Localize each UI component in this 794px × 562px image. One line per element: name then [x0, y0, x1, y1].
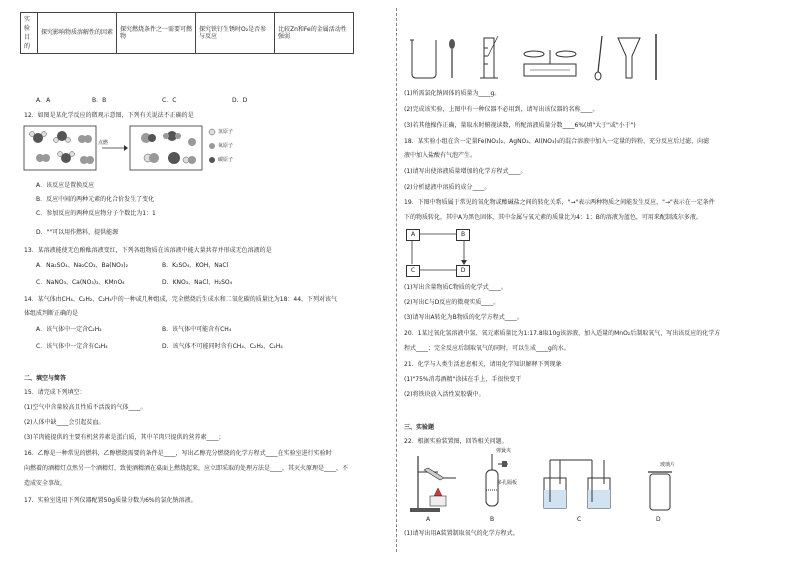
q12-option-c: C．参加反应的两种反应物分子个数比为1：1 [36, 210, 156, 217]
section-3-title: 三、实验题 [404, 424, 435, 431]
q21-part-1: (1)"75%消毒酒精"涂抹在手上，手很快变干 [404, 376, 522, 383]
q21-part-2: (2)将铁块放入活性炭胶囊中。 [404, 391, 485, 398]
carbon-atom-icon [209, 157, 215, 163]
product-molecules [141, 131, 196, 164]
dropper-icon [449, 39, 455, 78]
q21-stem: 21．化学与人类生活息息相关，请用化学知识解释下列现象 [404, 361, 562, 368]
balance-scale-icon [524, 50, 576, 76]
q19-line-2: 下的物质转化，其中A为黑色固体，其中金属与氧元素的质量比为4：1；B的溶液为蓝色，可用来配制波尔多液。 [404, 214, 702, 221]
porous-plate-label: 多孔隔板 [497, 480, 518, 486]
node-b: B [456, 229, 470, 241]
q17-part-2: (2)完成该实验，上图中有一种仪器不必用到，请写出该仪器的名称____。 [404, 106, 599, 113]
table-cell: 比较Zn和Fe的金属活动性强弱 [275, 13, 354, 54]
q11-option-c: C．C [162, 97, 177, 104]
q13-option-a: A．Na₂SO₄、Na₂CO₃、Ba(NO₃)₂ [36, 262, 128, 269]
q13-stem: 13．某溶液能使无色酚酞溶液变红，下列各组物质在该溶液中能大量共存并形成无色溶液的是 [24, 247, 272, 254]
q14-option-b: B．该气体中可能含有CH₄ [162, 326, 232, 333]
graduated-cylinder-icon [480, 36, 498, 78]
q19-part-2: (2)写出C与D反应的微观实质____。 [404, 299, 500, 306]
q15-part-1: (1)空气中含量较高且性质不活泼的气体____。 [24, 404, 147, 411]
molecule-group [30, 131, 95, 164]
q16-line-1: 16．乙醇是一种常见的燃料，乙醇燃烧需要的条件是____，写出乙醇充分燃烧的化学方程式____在实验室进行实验时 [24, 450, 332, 457]
q14-stem: 14．某气体由CH₄、C₂H₂、C₂H₄中的一种或几种组成，完全燃烧后生成水和二氧化碳的质量比为18：44，下列对该气 [24, 296, 338, 303]
node-c: C [406, 265, 420, 277]
q16-line-2: 向燃着的酒精灯点然另一个酒精灯，致使酒精洒在桌面上燃烧起来，应立即采取的处理方法是____，其灭火原理是____，不 [24, 465, 349, 472]
q19-part-3: (3)请写出A转化为B物质的化学方程式____。 [404, 314, 523, 321]
q15-part-3: (3)羊肉能提供的主要有机营养素是蛋白质，其中羊肉只提供的营养素____； [24, 434, 225, 441]
apparatus-label-b: B [490, 516, 495, 523]
q12-option-b: B．反应中间的两种元素的化合价发生了变化 [36, 196, 155, 203]
q13-option-b: B．K₂SO₄、KOH、NaCl [162, 262, 229, 269]
q11-option-a: A．A [36, 97, 51, 104]
apparatus-a [410, 456, 456, 512]
section-2-title: 二、填空与简答 [24, 375, 67, 382]
q18-part-2: (2)分析滤液中溶质的成分____。 [404, 184, 491, 191]
q12-option-a: A．该反应是置换反应 [36, 182, 95, 189]
q11-option-d: D．D [232, 97, 248, 104]
apparatus-c [544, 460, 610, 508]
q17-part-1: (1)所需氯化钠固体的质量为____g。 [404, 90, 501, 97]
apparatus-label-c: C [577, 516, 582, 523]
reaction-condition: 点燃 [98, 140, 109, 146]
node-d: D [456, 265, 470, 277]
q17-stem: 17．实验室选用下列仪器配置50g质量分数为6%的氯化钠溶液。 [24, 497, 197, 504]
apparatus-diagram [404, 450, 684, 522]
q18-line-1: 18．某实验小组在含一定量Fe(NO₃)₂、AgNO₃、Al(NO₃)₃的混合溶液中加入一定量的锌粉，充分反应后过滤，向滤 [404, 138, 710, 145]
beaker-icon [410, 40, 436, 78]
flame-icon [434, 488, 442, 496]
node-a: A [406, 229, 420, 241]
funnel-icon [618, 38, 640, 78]
legend [209, 129, 215, 163]
q14-option-a: A．该气体中一定含C₂H₂ [36, 326, 102, 333]
table-cell: 探究影响物质溶解性的因素 [38, 13, 117, 54]
spring-clip-label: 弹簧夹 [496, 448, 512, 454]
table-cell: 探究燃烧条件之一需要可燃物 [117, 13, 196, 54]
q19-line-1: 19．下图中物质属于常见的氧化物或酸碱盐之间的转化关系，"→"表示两种物质之间能发生反应，"→"表示在一定条件 [404, 199, 715, 206]
q14-stem-2: 体组成判断正确的是 [24, 310, 79, 317]
q22-stem: 22．根据实验装置图，回答相关问题。 [404, 438, 508, 445]
q15-part-2: (2)人体中缺____会引起贫血。 [24, 419, 105, 426]
page-divider [396, 8, 397, 552]
alcohol-lamp-icon [430, 496, 446, 506]
lab-instruments [404, 34, 674, 82]
q20-line-2: 程式____；完全反应后制取氧气的同时，可以生成____g的水。 [404, 345, 570, 352]
q18-part-1: (1)请写出使溶液质量增加的化学方程式____。 [404, 168, 527, 175]
apparatus-label-a: A [426, 516, 431, 523]
q17-part-3: (3)若其他操作正确，量取水时俯视读数，所配溶液质量分数____6%(填"大于"或"小于") [404, 122, 636, 129]
q20-line-1: 20．1某过氧化氢溶液中氢、氧元素质量比为1:17.8取10g该溶液，加入适量的MnO₂后制取氧气，写出该反应的化学方 [404, 330, 721, 337]
oxygen-atom-icon [209, 143, 215, 149]
experiment-table [20, 12, 354, 54]
q12-option-d: D．""可以用作燃料，提供能源 [36, 229, 119, 236]
spring-clip-icon [502, 461, 507, 467]
q15-stem: 15．请完成下列填空： [24, 389, 86, 396]
spoon-icon [595, 36, 602, 80]
legend-oxygen: 氧原子 [218, 143, 234, 149]
q14-option-c: C．该气体中一定含有C₂H₄ [36, 343, 108, 350]
hydrogen-atom-icon [209, 129, 215, 135]
glass-plate-label: 玻璃片 [660, 462, 676, 468]
table-header-cell: 实 验 目 的 [21, 13, 38, 54]
apparatus-d [648, 472, 672, 510]
q18-line-2: 液中加入盐酸有气泡产生。 [404, 152, 477, 159]
apparatus-label-d: D [656, 516, 661, 523]
q12-stem: 12．如图是某化学反应的微观示意图，下列有关说法不正确的是 [24, 112, 194, 119]
q22-part-1: (1)请写出用A装置制取氧气的化学方程式。 [404, 530, 519, 537]
legend-hydrogen: 氢原子 [218, 129, 234, 135]
table-cell: 探究铁钉生锈时O₂是否参与反应 [196, 13, 275, 54]
q13-option-c: C．NaNO₃、Ca(NO₃)₂、KMnO₄ [36, 279, 125, 286]
legend-carbon: 碳原子 [218, 157, 234, 163]
q14-option-d: D．该气体不可能同时含有CH₄、C₂H₂、C₂H₄ [162, 343, 283, 350]
q13-option-d: D．KNO₃、NaCl、H₂SO₄ [162, 279, 233, 286]
q19-part-1: (1)写出含量物质C物质的化学式____。 [404, 284, 507, 291]
q11-option-b: B．B [92, 97, 107, 104]
q16-line-3: 造成安全事故。 [24, 480, 67, 487]
